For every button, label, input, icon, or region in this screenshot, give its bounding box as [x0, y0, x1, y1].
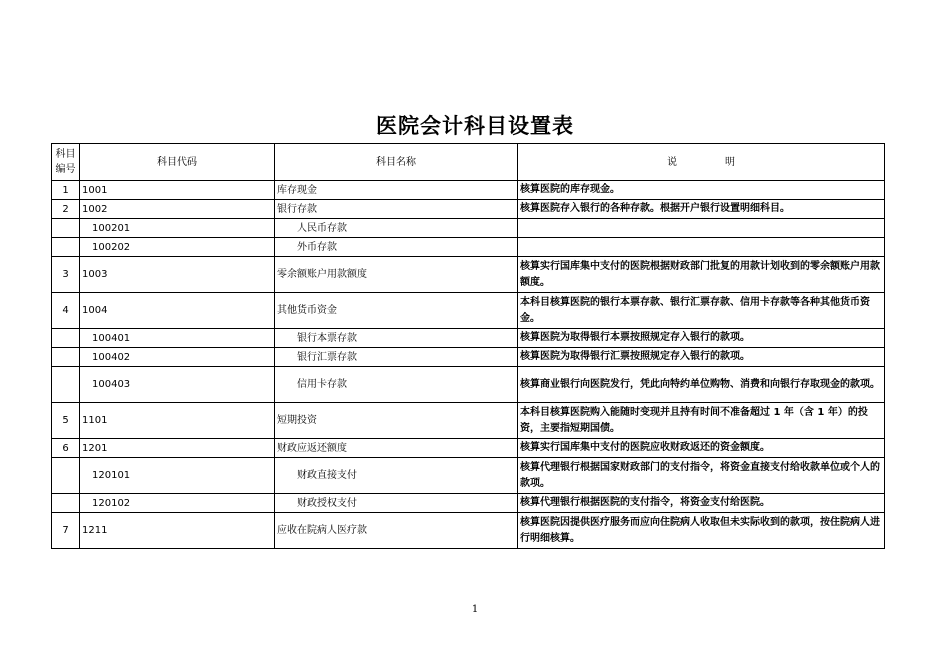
row-description: 本科目核算医院购入能随时变现并且持有时间不准备超过 1 年（含 1 年）的投资，主要指短期国债。 [518, 403, 885, 439]
header-code: 科目代码 [80, 144, 275, 181]
row-number: 4 [52, 293, 80, 329]
header-description [518, 144, 885, 181]
row-code: 100403 [80, 367, 275, 403]
row-description [518, 219, 885, 238]
row-code: 1101 [80, 403, 275, 439]
row-code: 1002 [80, 200, 275, 219]
row-name: 库存现金 [275, 181, 518, 200]
row-description: 核算医院存入银行的各种存款。根据开户银行设置明细科目。 [518, 200, 885, 219]
row-code: 120102 [80, 494, 275, 513]
row-code: 1211 [80, 513, 275, 549]
row-number [52, 367, 80, 403]
table-row [52, 293, 885, 329]
table-row [52, 257, 885, 293]
header-description-b: 明 [725, 156, 735, 168]
row-name: 短期投资 [275, 403, 518, 439]
row-description: 核算实行国库集中支付的医院应收财政返还的资金额度。 [518, 439, 885, 458]
row-name: 其他货币资金 [275, 293, 518, 329]
row-name: 银行存款 [275, 200, 518, 219]
table-row [52, 238, 885, 257]
row-code: 1004 [80, 293, 275, 329]
table-row [52, 181, 885, 200]
table-row [52, 494, 885, 513]
table-header-row [52, 144, 885, 181]
row-name: 银行本票存款 [275, 329, 518, 348]
table-row [52, 200, 885, 219]
header-number-top: 科目 [55, 149, 76, 160]
row-number: 1 [52, 181, 80, 200]
row-description [518, 238, 885, 257]
row-number: 2 [52, 200, 80, 219]
row-code: 1201 [80, 439, 275, 458]
row-name: 信用卡存款 [275, 367, 518, 403]
row-code: 100402 [80, 348, 275, 367]
row-code: 100201 [80, 219, 275, 238]
row-description: 核算医院为取得银行本票按照规定存入银行的款项。 [518, 329, 885, 348]
row-code: 120101 [80, 458, 275, 494]
row-code: 1003 [80, 257, 275, 293]
row-code: 100401 [80, 329, 275, 348]
row-name: 财政授权支付 [275, 494, 518, 513]
header-name: 科目名称 [275, 144, 518, 181]
page-number: 1 [471, 604, 479, 615]
row-number [52, 494, 80, 513]
row-code: 1001 [80, 181, 275, 200]
row-number [52, 458, 80, 494]
row-name: 财政应返还额度 [275, 439, 518, 458]
row-description: 核算医院为取得银行汇票按照规定存入银行的款项。 [518, 348, 885, 367]
table-row [52, 348, 885, 367]
row-number: 7 [52, 513, 80, 549]
row-description: 核算代理银行根据医院的支付指令，将资金支付给医院。 [518, 494, 885, 513]
row-number [52, 238, 80, 257]
row-number [52, 348, 80, 367]
header-description-a: 说 [667, 156, 677, 168]
table-row [52, 458, 885, 494]
table-row [52, 439, 885, 458]
table-row [52, 219, 885, 238]
row-number: 6 [52, 439, 80, 458]
row-name: 人民币存款 [275, 219, 518, 238]
row-number: 3 [52, 257, 80, 293]
row-description: 核算代理银行根据国家财政部门的支付指令，将资金直接支付给收款单位或个人的款项。 [518, 458, 885, 494]
header-number [52, 144, 80, 181]
row-name: 零余额账户用款额度 [275, 257, 518, 293]
row-name: 应收在院病人医疗款 [275, 513, 518, 549]
row-description: 核算实行国库集中支付的医院根据财政部门批复的用款计划收到的零余额账户用款额度。 [518, 257, 885, 293]
row-name: 银行汇票存款 [275, 348, 518, 367]
table-row [52, 403, 885, 439]
page-title: 医院会计科目设置表 [376, 113, 574, 138]
row-code: 100202 [80, 238, 275, 257]
row-description: 核算医院的库存现金。 [518, 181, 885, 200]
row-name: 财政直接支付 [275, 458, 518, 494]
table-row [52, 513, 885, 549]
accounts-table [51, 143, 885, 549]
row-description: 核算商业银行向医院发行，凭此向特约单位购物、消费和向银行存取现金的款项。 [518, 367, 885, 403]
row-number [52, 219, 80, 238]
table-row [52, 329, 885, 348]
row-name: 外币存款 [275, 238, 518, 257]
table-row [52, 367, 885, 403]
row-description: 核算医院因提供医疗服务而应向住院病人收取但未实际收到的款项，按住院病人进行明细核算。 [518, 513, 885, 549]
row-description: 本科目核算医院的银行本票存款、银行汇票存款、信用卡存款等各种其他货币资金。 [518, 293, 885, 329]
header-number-bottom: 编号 [55, 164, 76, 175]
row-number [52, 329, 80, 348]
row-number: 5 [52, 403, 80, 439]
